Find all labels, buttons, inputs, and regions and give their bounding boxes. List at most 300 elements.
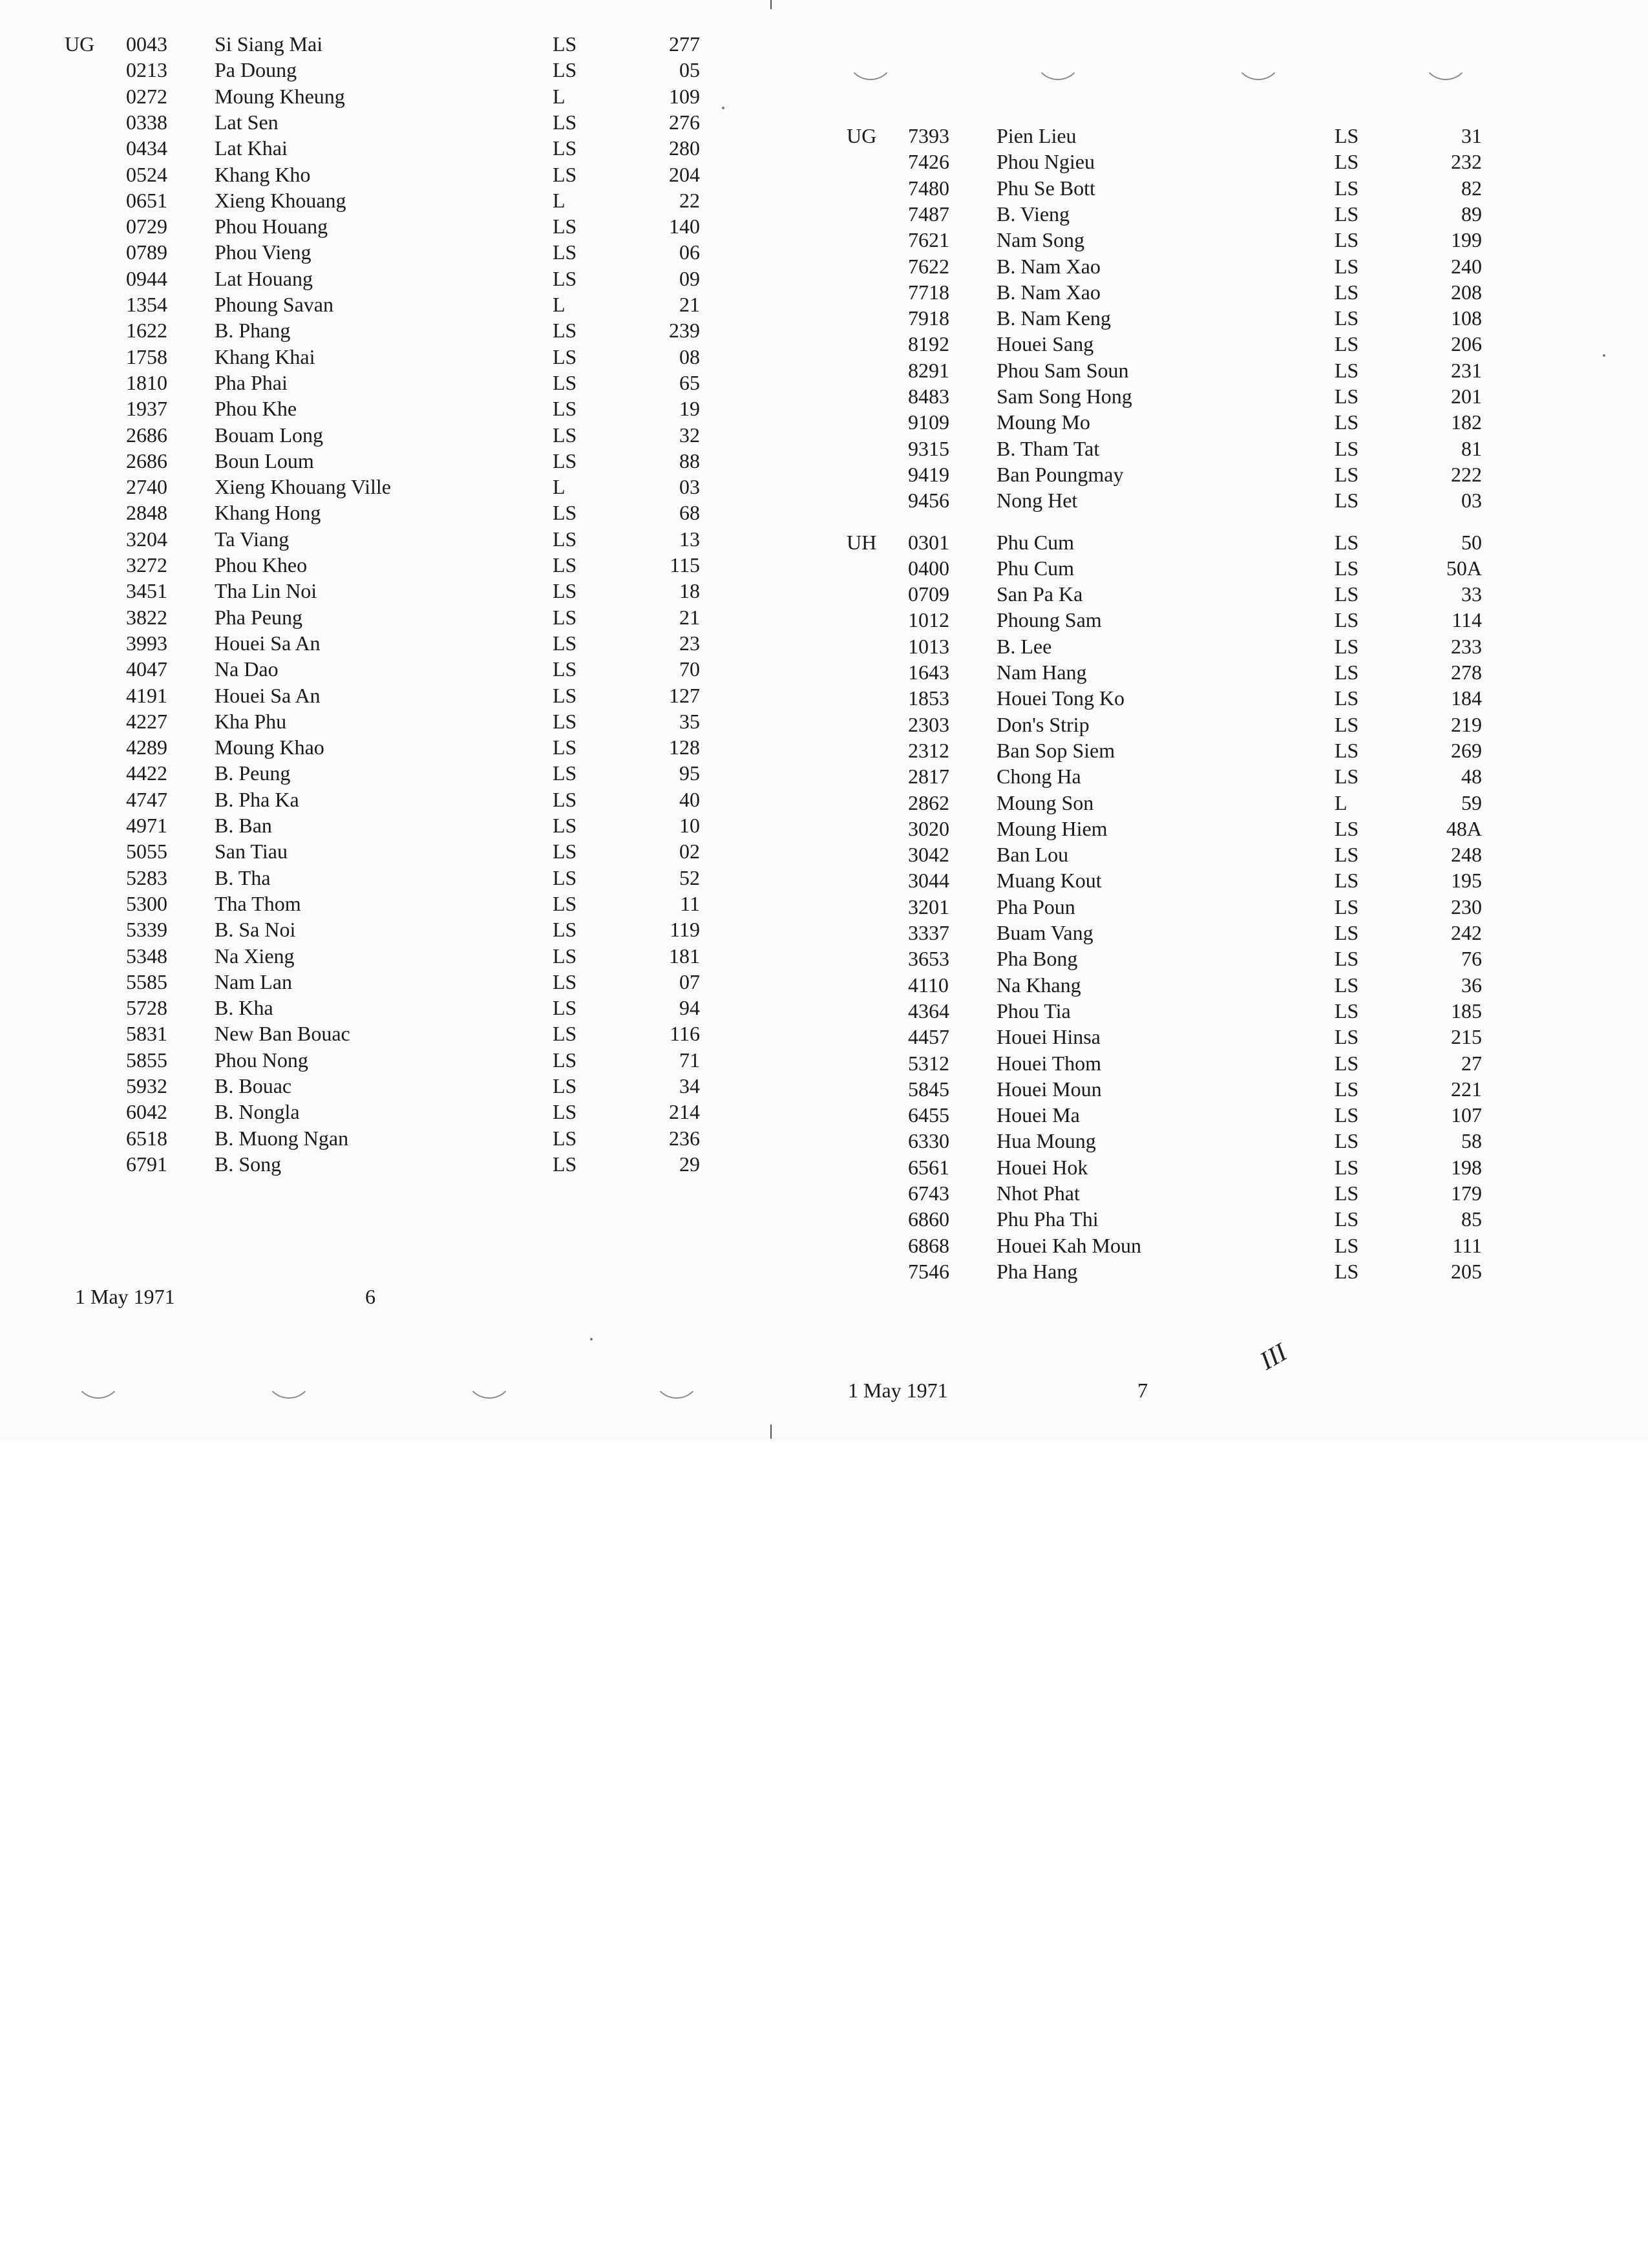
site-type: LS <box>1335 765 1359 789</box>
site-type: LS <box>553 162 577 186</box>
site-number: 236 <box>669 1126 700 1150</box>
site-name: B. Nam Keng <box>997 306 1111 330</box>
list-item <box>65 500 776 525</box>
grid-code: 0709 <box>908 582 949 606</box>
site-type: LS <box>1335 1103 1359 1127</box>
site-name: Pha Hang <box>997 1259 1078 1283</box>
site-type: LS <box>1335 738 1359 762</box>
grid-code: 5055 <box>126 840 167 864</box>
list-item <box>65 891 776 917</box>
site-number: 08 <box>679 344 700 368</box>
site-type: LS <box>1335 306 1359 330</box>
site-name: Ta Viang <box>215 527 290 551</box>
site-number: 231 <box>1451 358 1482 382</box>
list-item <box>847 383 1558 409</box>
site-number: 199 <box>1451 228 1482 252</box>
grid-code: 1937 <box>126 397 167 421</box>
site-name: B. Phang <box>215 319 291 343</box>
list-item <box>847 842 1558 867</box>
site-number: 11 <box>680 891 700 915</box>
grid-code: 3337 <box>908 921 949 944</box>
punch-hole <box>847 32 894 80</box>
list-item <box>65 812 776 838</box>
site-name: Tha Lin Noi <box>215 579 317 603</box>
site-number: 195 <box>1451 869 1482 893</box>
site-type: LS <box>1335 1129 1359 1153</box>
grid-code: 7426 <box>908 150 949 174</box>
list-item <box>65 760 776 786</box>
site-name: Houei Hok <box>997 1155 1088 1179</box>
site-name: Muang Kout <box>997 869 1102 893</box>
list-item <box>847 1050 1558 1076</box>
punch-hole <box>1234 32 1282 80</box>
site-name: Xieng Khouang Ville <box>215 475 391 499</box>
site-number: 94 <box>679 996 700 1020</box>
site-type: LS <box>553 1074 577 1097</box>
punch-hole <box>1034 32 1082 80</box>
grid-code: 2312 <box>908 738 949 762</box>
grid-code: 4191 <box>126 683 167 707</box>
site-number: 127 <box>669 683 700 707</box>
site-name: Phou Kheo <box>215 553 308 577</box>
grid-code: 5300 <box>126 891 167 915</box>
site-type: LS <box>1335 254 1359 278</box>
site-number: 35 <box>679 709 700 733</box>
grid-code: 1012 <box>908 608 949 632</box>
site-number: 201 <box>1451 385 1482 408</box>
list-item <box>847 894 1558 920</box>
site-type: LS <box>1335 385 1359 408</box>
list-item <box>847 685 1558 711</box>
grid-code: 6743 <box>908 1182 949 1205</box>
grid-code: 5312 <box>908 1051 949 1075</box>
list-item <box>65 1047 776 1073</box>
site-type: LS <box>553 344 577 368</box>
list-item <box>847 331 1558 357</box>
site-type: LS <box>1335 150 1359 174</box>
list-item <box>65 344 776 370</box>
site-name: Phu Cum <box>997 530 1075 554</box>
site-name: Nhot Phat <box>997 1182 1080 1205</box>
list-item <box>847 279 1558 305</box>
list-item <box>847 816 1558 842</box>
grid-code: 2862 <box>908 790 949 814</box>
grid-code: 5845 <box>908 1077 949 1101</box>
list-item <box>847 409 1558 435</box>
punch-hole <box>74 1351 122 1399</box>
site-name: Kha Phu <box>215 709 287 733</box>
site-type: LS <box>553 266 577 290</box>
site-number: 140 <box>669 215 700 238</box>
site-name: New Ban Bouac <box>215 1022 350 1046</box>
punch-hole <box>1422 32 1470 80</box>
grid-code: 1622 <box>126 319 167 343</box>
list-item <box>847 659 1558 685</box>
site-type: LS <box>553 709 577 733</box>
site-name: B. Song <box>215 1152 282 1176</box>
site-name: Khang Kho <box>215 162 311 186</box>
site-number: 32 <box>679 423 700 447</box>
list-item <box>847 1154 1558 1180</box>
site-number: 182 <box>1451 410 1482 434</box>
grid-code: 6455 <box>908 1103 949 1127</box>
grid-code: 0944 <box>126 266 167 290</box>
site-name: Phu Pha Thi <box>997 1207 1099 1231</box>
site-type: LS <box>1335 947 1359 971</box>
site-name: Phou Sam Soun <box>997 358 1129 382</box>
site-type: LS <box>1335 410 1359 434</box>
list-item <box>65 291 776 317</box>
list-item <box>847 607 1558 633</box>
list-item <box>65 266 776 291</box>
site-name: Bouam Long <box>215 423 323 447</box>
site-number: 13 <box>679 527 700 551</box>
site-name: Na Dao <box>215 657 279 681</box>
site-type: LS <box>553 240 577 264</box>
site-name: Sam Song Hong <box>997 385 1132 408</box>
grid-code: 3042 <box>908 843 949 867</box>
grid-code: 5855 <box>126 1048 167 1072</box>
grid-code: 3822 <box>126 605 167 629</box>
site-number: 03 <box>1461 489 1482 513</box>
site-type: LS <box>553 136 577 160</box>
grid-code: 0043 <box>126 32 167 56</box>
site-type: LS <box>553 865 577 889</box>
list-item <box>847 555 1558 581</box>
grid-code: 2848 <box>126 501 167 525</box>
site-number: 48 <box>1461 765 1482 789</box>
list-item <box>65 1021 776 1046</box>
site-type: LS <box>553 761 577 785</box>
list-item <box>65 31 776 57</box>
list-item <box>65 604 776 630</box>
site-number: 07 <box>679 970 700 993</box>
grid-code: 0434 <box>126 136 167 160</box>
list-item <box>847 1258 1558 1284</box>
site-name: B. Kha <box>215 996 273 1020</box>
site-type: LS <box>1335 228 1359 252</box>
site-type: LS <box>553 397 577 421</box>
grid-code: 8192 <box>908 332 949 356</box>
grid-code: 7487 <box>908 202 949 226</box>
site-type: L <box>1335 790 1347 814</box>
site-type: LS <box>1335 1155 1359 1179</box>
site-name: Pha Phai <box>215 370 288 394</box>
list-item <box>847 227 1558 253</box>
site-name: San Pa Ka <box>997 582 1083 606</box>
site-name: Nam Song <box>997 228 1084 252</box>
site-type: LS <box>1335 686 1359 710</box>
grid-code: 6791 <box>126 1152 167 1176</box>
site-number: 31 <box>1461 124 1482 147</box>
site-number: 06 <box>679 240 700 264</box>
site-number: 198 <box>1451 1155 1482 1179</box>
site-name: Phu Se Bott <box>997 176 1095 200</box>
site-type: LS <box>1335 1182 1359 1205</box>
site-type: LS <box>1335 843 1359 867</box>
list-item <box>847 357 1558 383</box>
punch-hole <box>465 1351 513 1399</box>
grid-code: 6860 <box>908 1207 949 1231</box>
site-name: Phou Vieng <box>215 240 312 264</box>
site-type: LS <box>553 370 577 394</box>
list-item <box>65 578 776 604</box>
list-item <box>65 422 776 448</box>
site-type: LS <box>553 1126 577 1150</box>
site-name: Lat Sen <box>215 110 279 134</box>
grid-code: 4227 <box>126 709 167 733</box>
site-number: 21 <box>679 605 700 629</box>
site-name: Chong Ha <box>997 765 1081 789</box>
list-item <box>847 461 1558 487</box>
site-name: B. Bouac <box>215 1074 292 1097</box>
site-name: Houei Ma <box>997 1103 1080 1127</box>
site-name: Phou Tia <box>997 999 1071 1023</box>
site-type: LS <box>1335 999 1359 1023</box>
site-name: Phou Houang <box>215 215 328 238</box>
site-name: Na Khang <box>997 973 1081 997</box>
site-type: LS <box>1335 462 1359 486</box>
site-type: LS <box>553 449 577 472</box>
list-item <box>847 529 1558 555</box>
site-type: L <box>553 188 565 212</box>
site-number: 115 <box>670 553 700 577</box>
site-name: Phoung Sam <box>997 608 1102 632</box>
site-number: 85 <box>1461 1207 1482 1231</box>
site-type: LS <box>1335 1025 1359 1049</box>
site-number: 58 <box>1461 1129 1482 1153</box>
site-type: LS <box>553 110 577 134</box>
site-name: Tha Thom <box>215 891 301 915</box>
site-number: 50 <box>1461 530 1482 554</box>
site-number: 184 <box>1451 686 1482 710</box>
site-type: LS <box>1335 202 1359 226</box>
site-number: 233 <box>1451 634 1482 658</box>
grid-code: 3272 <box>126 553 167 577</box>
scan-speck <box>590 1338 593 1341</box>
site-name: Houei Kah Moun <box>997 1233 1141 1257</box>
grid-code: 2686 <box>126 449 167 472</box>
grid-code: 4971 <box>126 814 167 837</box>
site-type: LS <box>553 787 577 811</box>
handwritten-initials: III <box>1254 1337 1292 1375</box>
grid-code: 7918 <box>908 306 949 330</box>
grid-code: 7621 <box>908 228 949 252</box>
list-item <box>65 734 776 760</box>
site-name: B. Vieng <box>997 202 1070 226</box>
site-name: Nong Het <box>997 489 1078 513</box>
site-number: 128 <box>669 736 700 759</box>
site-name: Phu Cum <box>997 556 1075 580</box>
grid-code: 5283 <box>126 865 167 889</box>
site-type: LS <box>553 840 577 864</box>
site-name: San Tiau <box>215 840 288 864</box>
site-name: Houei Sa An <box>215 631 321 655</box>
site-name: Nam Hang <box>997 661 1087 684</box>
site-number: 27 <box>1461 1051 1482 1075</box>
site-type: LS <box>1335 176 1359 200</box>
site-number: 59 <box>1461 790 1482 814</box>
fold-mark-top <box>770 0 772 9</box>
site-name: Hua Moung <box>997 1129 1096 1153</box>
site-type: LS <box>553 579 577 603</box>
site-number: 242 <box>1451 921 1482 944</box>
site-name: Xieng Khouang <box>215 188 346 212</box>
grid-code: 6330 <box>908 1129 949 1153</box>
site-number: 276 <box>669 110 700 134</box>
site-type: LS <box>1335 973 1359 997</box>
site-type: LS <box>553 1152 577 1176</box>
site-number: 70 <box>679 657 700 681</box>
list-item <box>65 474 776 500</box>
grid-code: 3204 <box>126 527 167 551</box>
site-number: 18 <box>679 579 700 603</box>
list-item <box>65 865 776 891</box>
list-item <box>847 436 1558 461</box>
list-item <box>65 838 776 864</box>
punch-hole <box>653 1351 701 1399</box>
list-item <box>847 1206 1558 1232</box>
site-name: Pha Bong <box>997 947 1078 971</box>
grid-code: 9109 <box>908 410 949 434</box>
list-item <box>65 708 776 734</box>
site-type: LS <box>1335 1259 1359 1283</box>
site-number: 71 <box>679 1048 700 1072</box>
list-item <box>847 790 1558 816</box>
list-item <box>65 526 776 552</box>
site-type: LS <box>553 553 577 577</box>
grid-code: 1013 <box>908 634 949 658</box>
list-item <box>847 867 1558 893</box>
fold-mark-bottom <box>770 1425 772 1439</box>
grid-code: 5728 <box>126 996 167 1020</box>
grid-code: 5348 <box>126 944 167 968</box>
site-number: 107 <box>1451 1103 1482 1127</box>
site-number: 116 <box>670 1022 700 1046</box>
site-number: 205 <box>1451 1259 1482 1283</box>
grid-code: 3020 <box>908 816 949 840</box>
grid-code: 1810 <box>126 370 167 394</box>
site-number: 89 <box>1461 202 1482 226</box>
site-name: Pa Doung <box>215 58 297 82</box>
grid-code: 3451 <box>126 579 167 603</box>
list-item <box>847 175 1558 201</box>
site-type: LS <box>1335 921 1359 944</box>
site-type: LS <box>553 944 577 968</box>
site-number: 219 <box>1451 712 1482 736</box>
site-name: Khang Hong <box>215 501 321 525</box>
site-name: Houei Moun <box>997 1077 1102 1101</box>
list-item <box>65 109 776 135</box>
site-number: 68 <box>679 501 700 525</box>
footer-date: 1 May 1971 <box>75 1285 175 1308</box>
list-item <box>65 57 776 83</box>
site-name: Moung Son <box>997 790 1094 814</box>
list-item <box>847 946 1558 971</box>
grid-code: 7546 <box>908 1259 949 1283</box>
grid-code: 6868 <box>908 1233 949 1257</box>
list-item <box>65 656 776 682</box>
list-item <box>65 83 776 109</box>
grid-code: 0729 <box>126 215 167 238</box>
site-type: LS <box>553 657 577 681</box>
list-item <box>847 972 1558 998</box>
site-type: LS <box>553 423 577 447</box>
site-number: 181 <box>669 944 700 968</box>
site-name: B. Ban <box>215 814 272 837</box>
footer-date: 1 May 1971 <box>848 1379 948 1402</box>
list-item <box>65 995 776 1021</box>
site-number: 185 <box>1451 999 1482 1023</box>
site-name: Houei Thom <box>997 1051 1102 1075</box>
site-number: 111 <box>1452 1233 1482 1257</box>
site-name: B. Sa Noi <box>215 918 296 942</box>
site-number: 05 <box>679 58 700 82</box>
site-type: LS <box>553 1022 577 1046</box>
site-number: 29 <box>679 1152 700 1176</box>
site-name: Houei Tong Ko <box>997 686 1125 710</box>
site-type: LS <box>1335 1077 1359 1101</box>
site-number: 277 <box>669 32 700 56</box>
grid-code: 4047 <box>126 657 167 681</box>
site-type: LS <box>1335 1051 1359 1075</box>
site-number: 21 <box>679 293 700 316</box>
grid-code: 4364 <box>908 999 949 1023</box>
list-item <box>847 920 1558 946</box>
site-name: Don's Strip <box>997 712 1090 736</box>
list-item <box>847 712 1558 737</box>
list-item <box>847 201 1558 227</box>
site-name: Moung Mo <box>997 410 1090 434</box>
grid-code: 5585 <box>126 970 167 993</box>
site-type: LS <box>1335 582 1359 606</box>
site-number: 204 <box>669 162 700 186</box>
site-number: 34 <box>679 1074 700 1097</box>
site-type: L <box>553 84 565 108</box>
site-name: Moung Kheung <box>215 84 345 108</box>
site-name: Pha Peung <box>215 605 302 629</box>
page-number: 6 <box>365 1285 375 1308</box>
list-item <box>65 396 776 421</box>
grid-code: 0789 <box>126 240 167 264</box>
site-name: B. Muong Ngan <box>215 1126 349 1150</box>
site-name: Si Siang Mai <box>215 32 323 56</box>
site-number: 23 <box>679 631 700 655</box>
site-name: Khang Khai <box>215 344 315 368</box>
site-name: Boun Loum <box>215 449 314 472</box>
site-number: 33 <box>1461 582 1482 606</box>
site-number: 278 <box>1451 661 1482 684</box>
page-number: 7 <box>1137 1379 1148 1402</box>
site-type: LS <box>1335 712 1359 736</box>
list-item <box>65 552 776 578</box>
site-name: Lat Khai <box>215 136 288 160</box>
grid-code: 6518 <box>126 1126 167 1150</box>
site-type: L <box>553 293 565 316</box>
site-type: LS <box>553 527 577 551</box>
punch-hole <box>265 1351 313 1399</box>
site-number: 88 <box>679 449 700 472</box>
site-number: 114 <box>1452 608 1482 632</box>
grid-code: 9315 <box>908 436 949 460</box>
grid-code: 3201 <box>908 895 949 918</box>
grid-code: 3653 <box>908 947 949 971</box>
site-type: LS <box>1335 869 1359 893</box>
grid-zone-label: UH <box>847 530 877 554</box>
site-name: Buam Vang <box>997 921 1093 944</box>
site-type: LS <box>553 1048 577 1072</box>
grid-code: 9456 <box>908 489 949 513</box>
